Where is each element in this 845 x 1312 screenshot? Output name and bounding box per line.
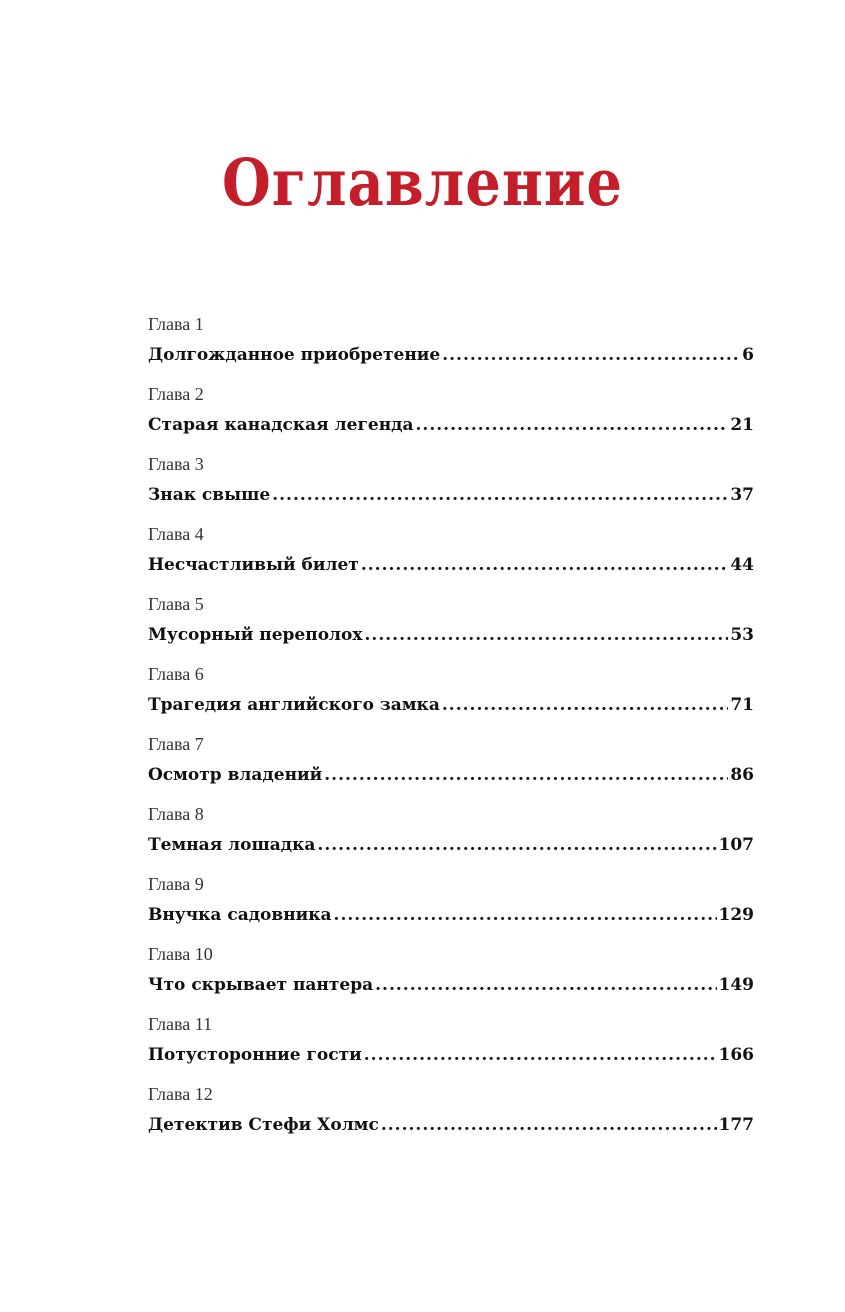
chapter-label: Глава 12 xyxy=(148,1084,213,1104)
chapter-row xyxy=(148,762,754,788)
chapter-title: Несчастливый билет xyxy=(148,555,359,575)
toc-entry[interactable] xyxy=(148,1012,754,1082)
chapter-title: Внучка садовника xyxy=(148,905,332,925)
chapter-row xyxy=(148,832,754,858)
dot-leader xyxy=(365,622,729,648)
chapter-page-number: 71 xyxy=(730,695,754,715)
chapter-label: Глава 5 xyxy=(148,594,204,614)
dot-leader xyxy=(364,1042,717,1068)
chapter-row xyxy=(148,1042,754,1068)
chapter-row xyxy=(148,972,754,998)
chapter-label: Глава 8 xyxy=(148,804,204,824)
chapter-page-number: 44 xyxy=(730,555,754,575)
chapter-row xyxy=(148,482,754,508)
dot-leader xyxy=(317,832,716,858)
dot-leader xyxy=(442,342,740,368)
chapter-title: Старая канадская легенда xyxy=(148,415,414,435)
chapter-page-number: 21 xyxy=(730,415,754,435)
dot-leader xyxy=(442,692,728,718)
chapter-title: Темная лошадка xyxy=(148,835,316,855)
toc-entry[interactable] xyxy=(148,522,754,592)
chapter-label: Глава 2 xyxy=(148,384,204,404)
chapter-page-number: 37 xyxy=(730,485,754,505)
chapter-page-number: 53 xyxy=(730,625,754,645)
chapter-title: Детектив Стефи Холмс xyxy=(148,1115,379,1135)
toc-entry[interactable] xyxy=(148,662,754,732)
toc-entry[interactable] xyxy=(148,1082,754,1152)
chapter-label: Глава 7 xyxy=(148,734,204,754)
toc-entry[interactable] xyxy=(148,592,754,662)
chapter-row xyxy=(148,342,754,368)
chapter-row xyxy=(148,552,754,578)
chapter-label: Глава 10 xyxy=(148,944,213,964)
chapter-page-number: 6 xyxy=(742,345,754,365)
chapter-label: Глава 3 xyxy=(148,454,204,474)
chapter-title: Осмотр владений xyxy=(148,765,323,785)
toc-entry[interactable] xyxy=(148,942,754,1012)
dot-leader xyxy=(381,1112,717,1138)
chapter-label: Глава 6 xyxy=(148,664,204,684)
chapter-row xyxy=(148,692,754,718)
toc-entry[interactable] xyxy=(148,452,754,522)
chapter-page-number: 177 xyxy=(718,1115,754,1135)
toc-entry[interactable] xyxy=(148,872,754,942)
chapter-page-number: 129 xyxy=(718,905,754,925)
chapter-label: Глава 4 xyxy=(148,524,204,544)
chapter-row xyxy=(148,1112,754,1138)
chapter-title: Потусторонние гости xyxy=(148,1045,362,1065)
chapter-page-number: 86 xyxy=(730,765,754,785)
table-of-contents xyxy=(148,312,754,1152)
chapter-page-number: 107 xyxy=(718,835,754,855)
toc-entry[interactable] xyxy=(148,382,754,452)
dot-leader xyxy=(375,972,716,998)
dot-leader xyxy=(415,412,728,438)
toc-entry[interactable] xyxy=(148,312,754,382)
dot-leader xyxy=(272,482,728,508)
chapter-page-number: 166 xyxy=(718,1045,754,1065)
chapter-title: Мусорный переполох xyxy=(148,625,363,645)
chapter-row xyxy=(148,412,754,438)
dot-leader xyxy=(324,762,728,788)
chapter-label: Глава 1 xyxy=(148,314,204,334)
chapter-title: Долгожданное приобретение xyxy=(148,345,441,365)
chapter-label: Глава 11 xyxy=(148,1014,213,1034)
chapter-label: Глава 9 xyxy=(148,874,204,894)
chapter-row xyxy=(148,902,754,928)
toc-entry[interactable] xyxy=(148,732,754,802)
dot-leader xyxy=(361,552,728,578)
dot-leader xyxy=(334,902,717,928)
chapter-page-number: 149 xyxy=(718,975,754,995)
page-title: Оглавление xyxy=(221,145,624,221)
chapter-title: Трагедия английского замка xyxy=(148,695,440,715)
chapter-row xyxy=(148,622,754,648)
chapter-title: Знак свыше xyxy=(148,485,271,505)
chapter-title: Что скрывает пантера xyxy=(148,975,374,995)
toc-entry[interactable] xyxy=(148,802,754,872)
